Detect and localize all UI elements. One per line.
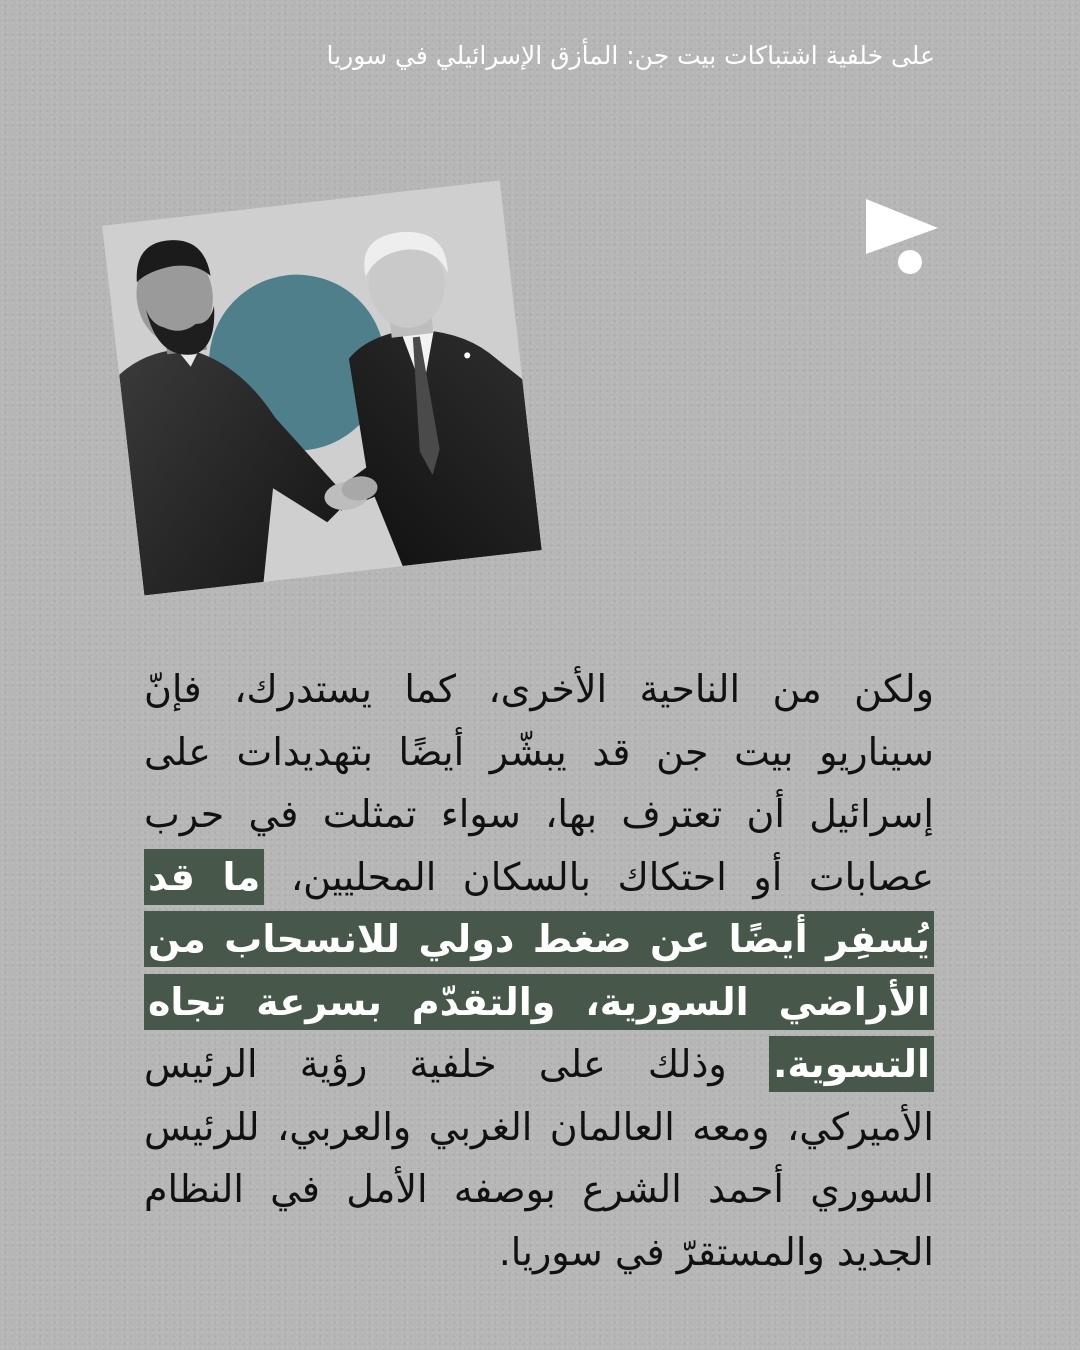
handshake-photo xyxy=(102,181,542,596)
article-paragraph xyxy=(144,658,934,1283)
article-text-part1: ولكن من الناحية الأخرى، كما يستدرك، فإنّ سيناريو بيت جن قد يبشّر أيضًا بتهديدات على إسرائيل أن تعترف بها، سواء تمثلت في حرب عصابات أو احتكاك بالسكان المحليين، xyxy=(144,667,934,899)
page-title: على خلفية اشتباكات بيت جن: المأزق الإسرائيلي في سوريا xyxy=(326,41,935,70)
article-highlight: ما قد يُسفِر أيضًا عن ضغط دولي للانسحاب من الأراضي السورية، والتقدّم بسرعة تجاه التسوية. xyxy=(144,849,934,1093)
article-text-part2: وذلك على خلفية رؤية الرئيس الأميركي، ومعه العالمان الغربي والعربي، للرئيس السوري أحمد الشرع بوصفه الأمل في النظام الجديد والمستقرّ في سوريا. xyxy=(144,1042,934,1274)
flag-dot-logo-icon xyxy=(860,196,942,278)
